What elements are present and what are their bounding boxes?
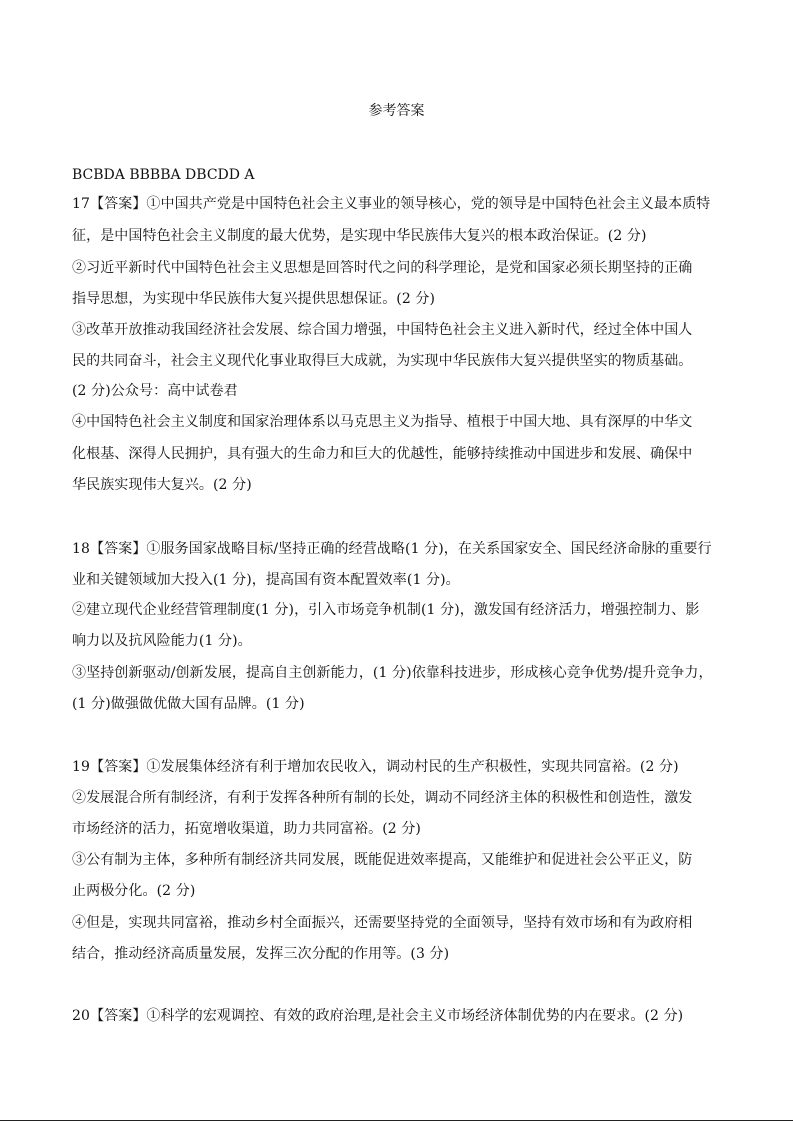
q18-line-5: ③坚持创新驱动/创新发展，提高自主创新能力，(1 分)依靠科技进步，形成核心竞争优势/提升竞争力，: [72, 665, 713, 681]
q19-line-1: 19【答案】①发展集体经济有利于增加农民收入，调动村民的生产积极性，实现共同富裕。(2 分): [72, 759, 679, 775]
q18-line-3: ②建立现代企业经营管理制度(1 分)，引入市场竞争机制(1 分)，激发国有经济活力，增强控制力、影: [72, 602, 700, 618]
q17-line-9: 化根基、深得人民拥护，具有强大的生命力和巨大的优越性，能够持续推动中国进步和发展、确保中: [72, 446, 693, 462]
q18-line-6: (1 分)做强做优做大国有品牌。(1 分): [72, 696, 305, 712]
mcq-answer-key: BCBDA BBBBA DBCDD A: [72, 167, 255, 183]
q18-line-2: 业和关键领域加大投入(1 分)，提高国有资本配置效率(1 分)。: [72, 572, 460, 588]
q19-line-7: 结合，推动经济高质量发展，发挥三次分配的作用等。(3 分): [72, 946, 450, 962]
q20-line-1: 20【答案】①科学的宏观调控、有效的政府治理,是社会主义市场经济体制优势的内在要求。(2 分): [72, 1008, 684, 1024]
q19-line-6: ④但是，实现共同富裕，推动乡村全面振兴，还需要坚持党的全面领导，坚持有效市场和有为政府相: [72, 915, 693, 931]
q18-line-1: 18【答案】①服务国家战略目标/坚持正确的经营战略(1 分)，在关系国家安全、国民经济命脉的重要行: [72, 541, 712, 557]
q17-line-6: 民的共同奋斗，社会主义现代化事业取得巨大成就，为实现中华民族伟大复兴提供坚实的物质基础。: [72, 353, 693, 369]
page-bottom-divider: [0, 1120, 793, 1121]
q17-line-1: 17【答案】①中国共产党是中国特色社会主义事业的领导核心，党的领导是中国特色社会主义最本质特: [72, 196, 711, 212]
q17-line-5: ③改革开放推动我国经济社会发展、综合国力增强，中国特色社会主义进入新时代，经过全体中国人: [72, 322, 693, 338]
q19-line-4: ③公有制为主体，多种所有制经济共同发展，既能促进效率提高，又能维护和促进社会公平正义，防: [72, 852, 693, 868]
q19-line-3: 市场经济的活力，拓宽增收渠道，助力共同富裕。(2 分): [72, 821, 421, 837]
q17-line-8: ④中国特色社会主义制度和国家治理体系以马克思主义为指导、植根于中国大地、具有深厚的中华文: [72, 414, 693, 430]
q17-line-4: 指导思想，为实现中华民族伟大复兴提供思想保证。(2 分): [72, 291, 436, 307]
page-title: 参考答案: [368, 103, 425, 119]
q19-line-5: 止两极分化。(2 分): [72, 883, 196, 899]
q17-line-7: (2 分)公众号：高中试卷君: [72, 383, 238, 399]
q19-line-2: ②发展混合所有制经济，有利于发挥各种所有制的长处，调动不同经济主体的积极性和创造性，激发: [72, 790, 693, 806]
q18-line-4: 响力以及抗风险能力(1 分)。: [72, 633, 252, 649]
q17-line-2: 征，是中国特色社会主义制度的最大优势，是实现中华民族伟大复兴的根本政治保证。(2 分): [72, 228, 647, 244]
q17-line-10: 华民族实现伟大复兴。(2 分): [72, 477, 252, 493]
q17-line-3: ②习近平新时代中国特色社会主义思想是回答时代之问的科学理论，是党和国家必须长期坚持的正确: [72, 260, 693, 276]
